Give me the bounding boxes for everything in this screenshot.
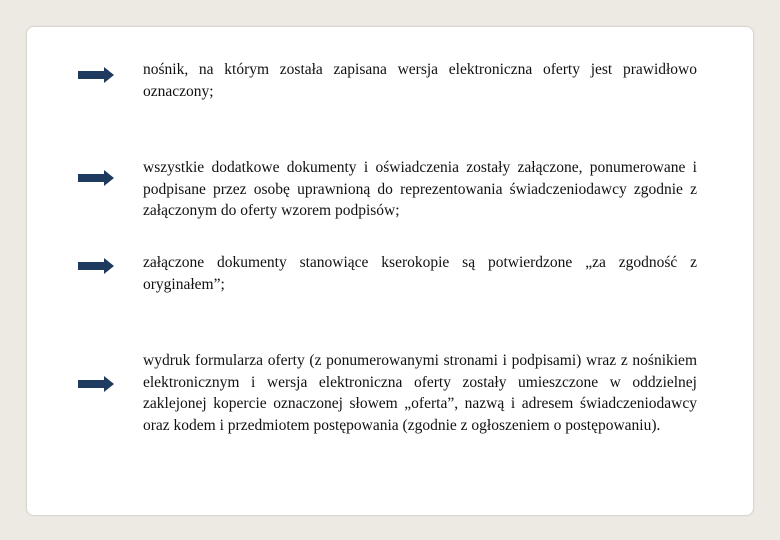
checklist-item-text: nośnik, na którym została zapisana wersja elektroniczna oferty jest prawidłowo oznaczony; [143, 61, 697, 100]
right-arrow-icon [78, 376, 114, 392]
right-arrow-icon [78, 258, 114, 274]
checklist-item-text: wszystkie dodatkowe dokumenty i oświadczenia zostały załączone, ponumerowane i podpisane przez osobę uprawnioną do reprezentowania świadczeniodawcy zgodnie z załączonym do oferty wzorem podpisów; [143, 159, 697, 219]
checklist-item-text: załączone dokumenty stanowiące kserokopie są potwierdzone „za zgodność z oryginałem”; [143, 254, 697, 293]
right-arrow-icon [78, 170, 114, 186]
right-arrow-icon [78, 67, 114, 83]
checklist-item-text: wydruk formularza oferty (z ponumerowanymi stronami i podpisami) wraz z nośnikiem elektronicznym i wersja elektroniczna oferty zostały umieszczone w oddzielnej zaklejonej kopercie oznaczonej słowem „oferta”, nazwą i adresem świadczeniodawcy oraz kodem i przedmiotem postępowania (zgodnie z ogłoszeniem o postępowaniu). [143, 352, 697, 434]
